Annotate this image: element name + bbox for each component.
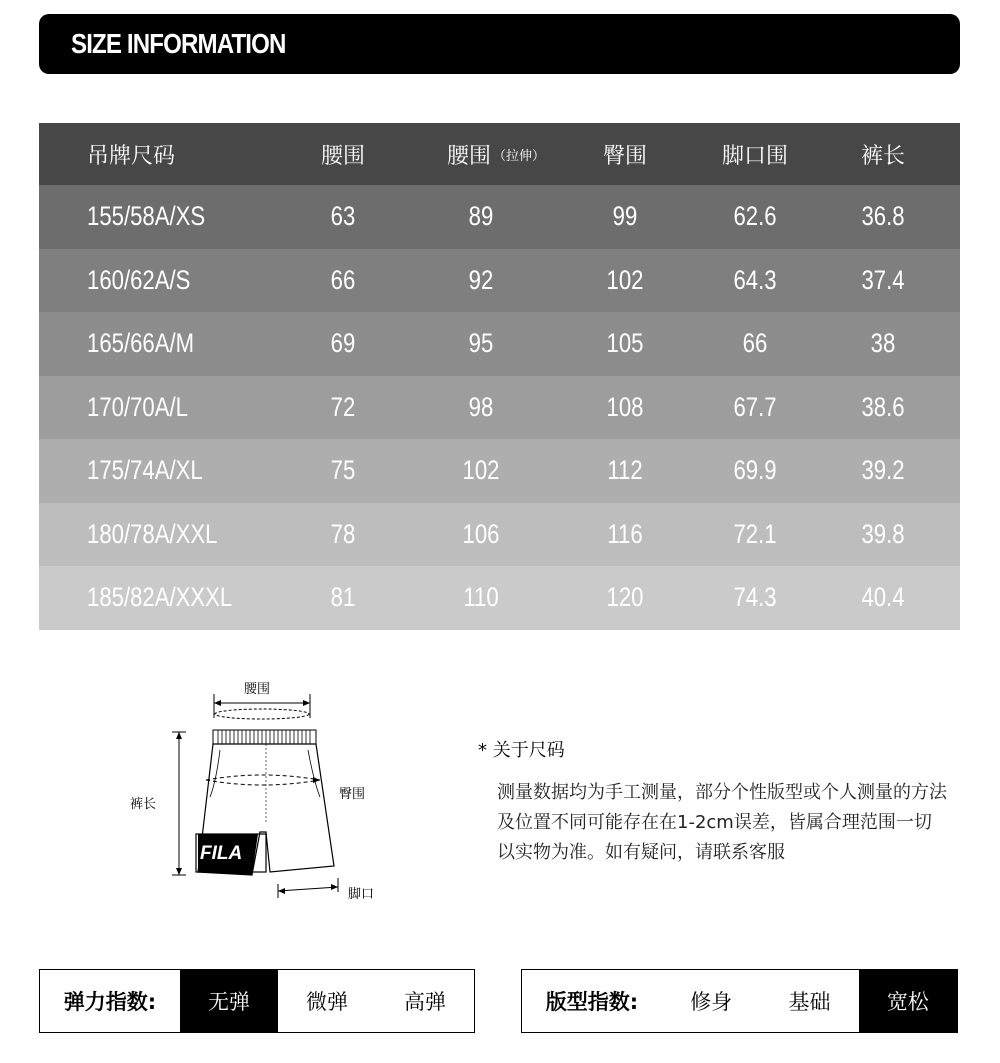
cell-tag-size: 165/66A/M	[87, 328, 195, 359]
cell-hip: 116	[607, 518, 643, 549]
cell-length: 39.8	[861, 518, 905, 549]
cell-hem: 72.1	[733, 518, 777, 549]
elastic-index-label: 弹力指数:	[63, 990, 157, 1014]
cell-waist-stretched: 110	[463, 582, 499, 613]
cell-waist-stretched: 98	[468, 391, 494, 422]
fit-option-loose: 宽松	[859, 970, 957, 1032]
cell-waist: 78	[330, 518, 356, 549]
cell-hem: 62.6	[733, 201, 777, 232]
hem-label: 脚口	[348, 887, 375, 902]
cell-length: 38.6	[861, 391, 905, 422]
elastic-option-high: 高弹	[404, 990, 446, 1014]
hip-label: 臀围	[339, 787, 366, 802]
elastic-index	[39, 969, 475, 1033]
cell-hem: 74.3	[733, 582, 777, 613]
size-notes	[478, 736, 948, 868]
elastic-option-none: 无弹	[180, 970, 278, 1032]
cell-waist-stretched: 92	[468, 264, 494, 295]
cell-waist-stretched: 102	[462, 455, 500, 486]
table-row	[39, 185, 960, 249]
length-label: 裤长	[130, 797, 157, 812]
cell-hem: 69.9	[733, 455, 777, 486]
table-row	[39, 439, 960, 503]
cell-hip: 102	[606, 264, 644, 295]
cell-waist: 66	[330, 264, 356, 295]
cell-length: 37.4	[861, 264, 905, 295]
cell-hip: 108	[606, 391, 644, 422]
header-hip: 臀围	[602, 143, 647, 169]
header-length: 裤长	[860, 143, 905, 169]
cell-waist: 63	[330, 201, 356, 232]
header-tag-size: 吊牌尺码	[87, 143, 176, 169]
table-header-row	[39, 123, 960, 185]
cell-waist-stretched: 106	[462, 518, 500, 549]
title-bar	[39, 14, 960, 74]
cell-waist-stretched: 89	[468, 201, 494, 232]
cell-hip: 112	[607, 455, 643, 486]
table-body	[39, 185, 960, 630]
cell-tag-size: 185/82A/XXXL	[87, 582, 233, 613]
fit-option-regular: 基础	[788, 990, 831, 1014]
table-row	[39, 249, 960, 313]
header-waist: 腰围	[320, 143, 365, 169]
waist-label: 腰围	[244, 682, 271, 697]
shorts-diagram	[120, 672, 400, 912]
cell-length: 38	[870, 328, 896, 359]
cell-waist: 69	[330, 328, 356, 359]
table-row	[39, 566, 960, 630]
fit-index	[521, 969, 958, 1033]
table-row	[39, 376, 960, 440]
cell-waist-stretched: 95	[468, 328, 494, 359]
cell-tag-size: 180/78A/XXL	[87, 518, 218, 549]
cell-hem: 64.3	[733, 264, 777, 295]
cell-hip: 120	[606, 582, 644, 613]
elastic-option-slight: 微弹	[306, 990, 348, 1014]
fit-option-slim: 修身	[690, 990, 733, 1014]
notes-body: 测量数据均为手工测量，部分个性版型或个人测量的方法及位置不同可能存在在1-2cm误差，皆属合理范围一切以实物为准。如有疑问，请联系客服	[497, 782, 947, 863]
fila-logo: FILA	[200, 843, 243, 864]
notes-title: * 关于尺码	[478, 740, 565, 761]
cell-tag-size: 170/70A/L	[87, 391, 188, 422]
cell-waist: 75	[330, 455, 356, 486]
table-row	[39, 503, 960, 567]
fit-index-label: 版型指数:	[545, 990, 639, 1014]
cell-waist: 81	[330, 582, 356, 613]
cell-length: 36.8	[861, 201, 905, 232]
cell-tag-size: 175/74A/XL	[87, 455, 203, 486]
cell-hem: 67.7	[733, 391, 777, 422]
cell-hip: 99	[612, 201, 638, 232]
header-stretch-note: （拉伸）	[493, 148, 546, 164]
cell-hip: 105	[606, 328, 644, 359]
cell-waist: 72	[330, 391, 356, 422]
header-waist-stretched-label: 腰围	[446, 143, 491, 169]
header-hem: 脚口围	[721, 143, 788, 169]
header-waist-stretched	[421, 123, 571, 185]
cell-length: 39.2	[861, 455, 905, 486]
table-row	[39, 312, 960, 376]
size-table	[39, 123, 960, 630]
cell-tag-size: 155/58A/XS	[87, 201, 206, 232]
cell-tag-size: 160/62A/S	[87, 264, 191, 295]
cell-hem: 66	[742, 328, 768, 359]
cell-length: 40.4	[861, 582, 905, 613]
page-title: SIZE INFORMATION	[71, 28, 286, 59]
